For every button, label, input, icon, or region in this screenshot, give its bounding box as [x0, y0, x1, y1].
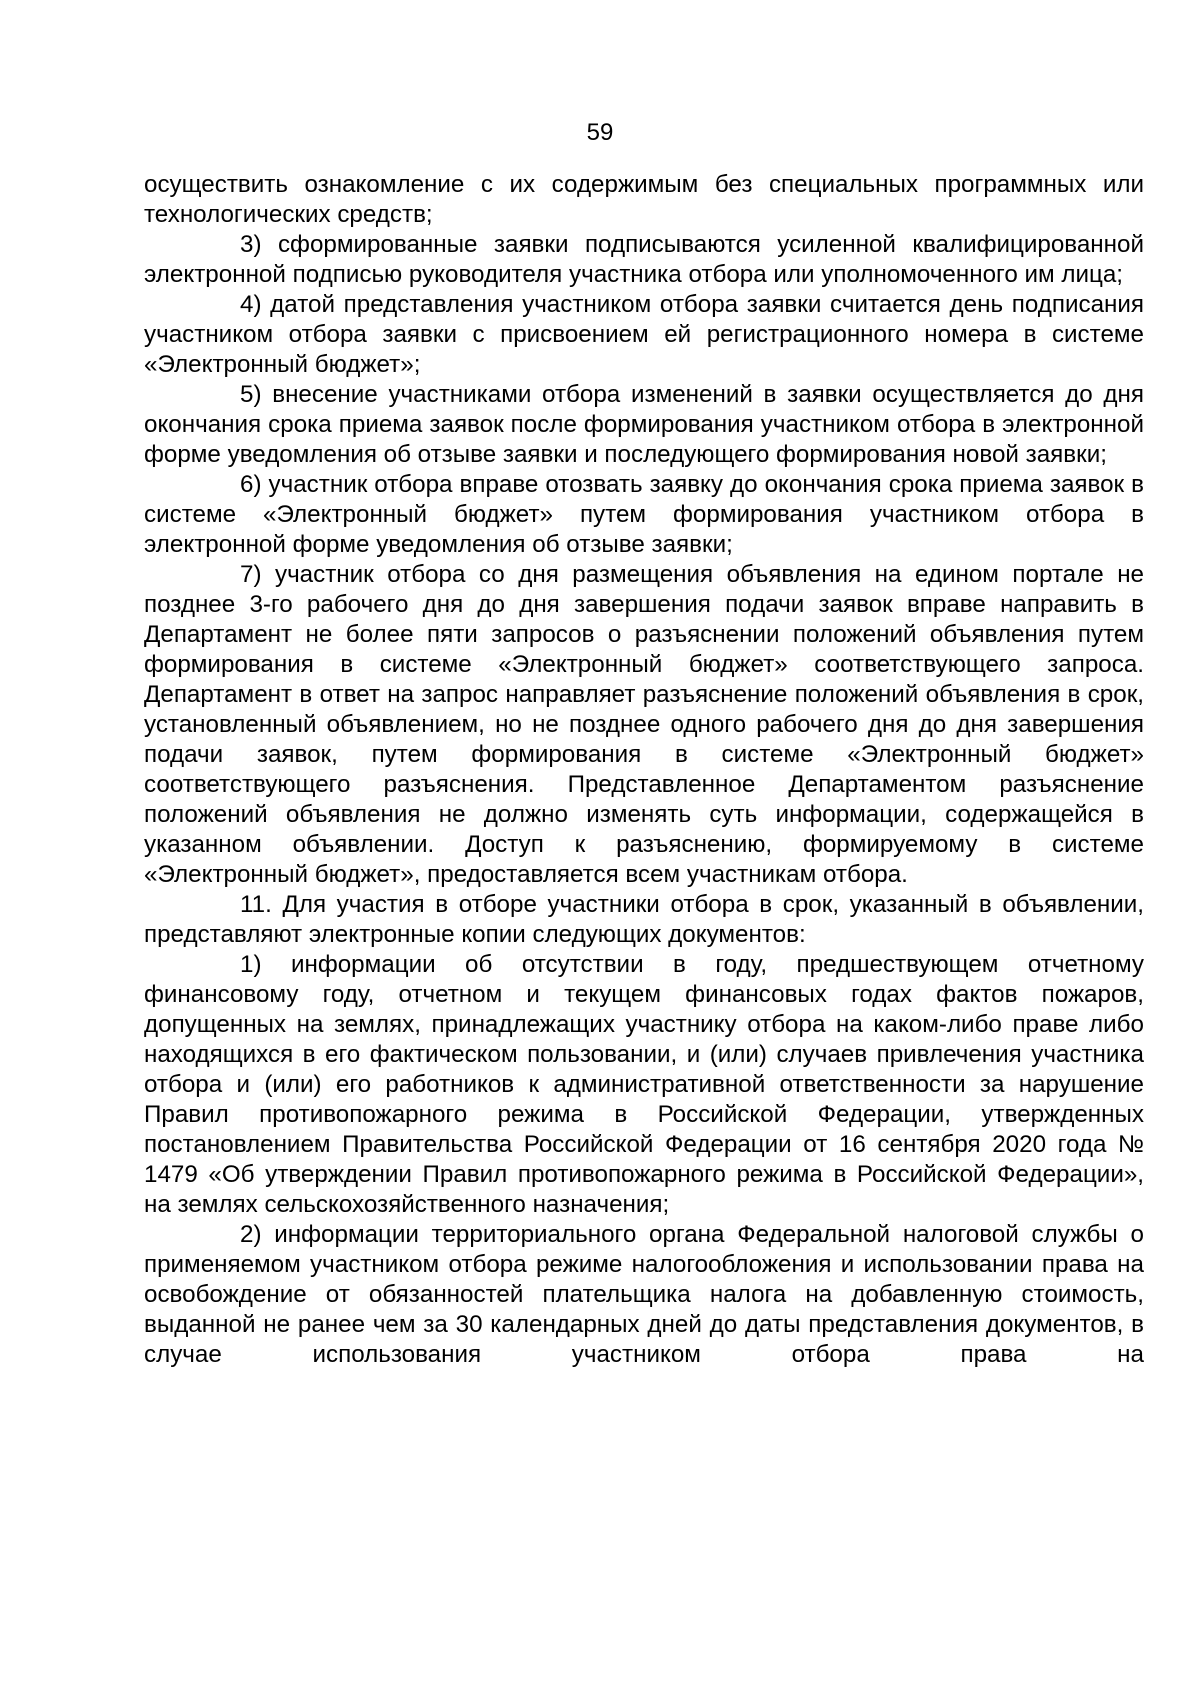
paragraph-item-6: 6) участник отбора вправе отозвать заявку до окончания срока приема заявок в системе «Электронный бюджет» путем формирования участником отбора в электронной форме уведомления об отзыве заявки;: [144, 471, 1144, 558]
paragraph-item-5: 5) внесение участниками отбора изменений в заявки осуществляется до дня окончания срока приема заявок после формирования участником отбора в электронной форме уведомления об отзыве заявки и последующего формирования новой заявки;: [144, 381, 1144, 468]
paragraph-section-11-item-2: 2) информации территориального органа Федеральной налоговой службы о применяемом участником отбора режиме налогообложения и использовании права на освобождение от обязанностей плательщика налога на добавленную стоимость, выданной не ранее чем за 30 календарных дней до даты представления документов, в случае использования участником отбора права на: [144, 1221, 1144, 1368]
paragraph-section-11: 11. Для участия в отборе участники отбора в срок, указанный в объявлении, представляют электронные копии следующих документов:: [144, 891, 1144, 948]
paragraph-item-4: 4) датой представления участником отбора заявки считается день подписания участником отбора заявки с присвоением ей регистрационного номера в системе «Электронный бюджет»;: [144, 291, 1144, 378]
page-number: 59: [586, 119, 614, 146]
document-body: [144, 170, 1144, 1370]
paragraph-item-3: 3) сформированные заявки подписываются усиленной квалифицированной электронной подписью руководителя участника отбора или уполномоченного им лица;: [144, 231, 1144, 288]
paragraph-continuation: осуществить ознакомление с их содержимым без специальных программных или технологических средств;: [144, 171, 1144, 228]
paragraph-item-7: 7) участник отбора со дня размещения объявления на едином портале не позднее 3-го рабочего дня до дня завершения подачи заявок вправе направить в Департамент не более пяти запросов о разъяснении положений объявления путем формирования в системе «Электронный бюджет» соответствующего запроса. Департамент в ответ на запрос направляет разъяснение положений объявления в срок, установленный объявлением, но не позднее одного рабочего дня до дня завершения подачи заявок, путем формирования в системе «Электронный бюджет» соответствующего разъяснения. Представленное Департаментом разъяснение положений объявления не должно изменять суть информации, содержащейся в указанном объявлении. Доступ к разъяснению, формируемому в системе «Электронный бюджет», предоставляется всем участникам отбора.: [144, 561, 1144, 888]
paragraph-section-11-item-1: 1) информации об отсутствии в году, предшествующем отчетному финансовому году, отчетном и текущем финансовых годах фактов пожаров, допущенных на землях, принадлежащих участнику отбора на каком-либо праве либо находящихся в его фактическом пользовании, и (или) случаев привлечения участника отбора и (или) его работников к административной ответственности за нарушение Правил противопожарного режима в Российской Федерации, утвержденных постановлением Правительства Российской Федерации от 16 сентября 2020 года № 1479 «Об утверждении Правил противопожарного режима в Российской Федерации», на землях сельскохозяйственного назначения;: [144, 951, 1144, 1218]
